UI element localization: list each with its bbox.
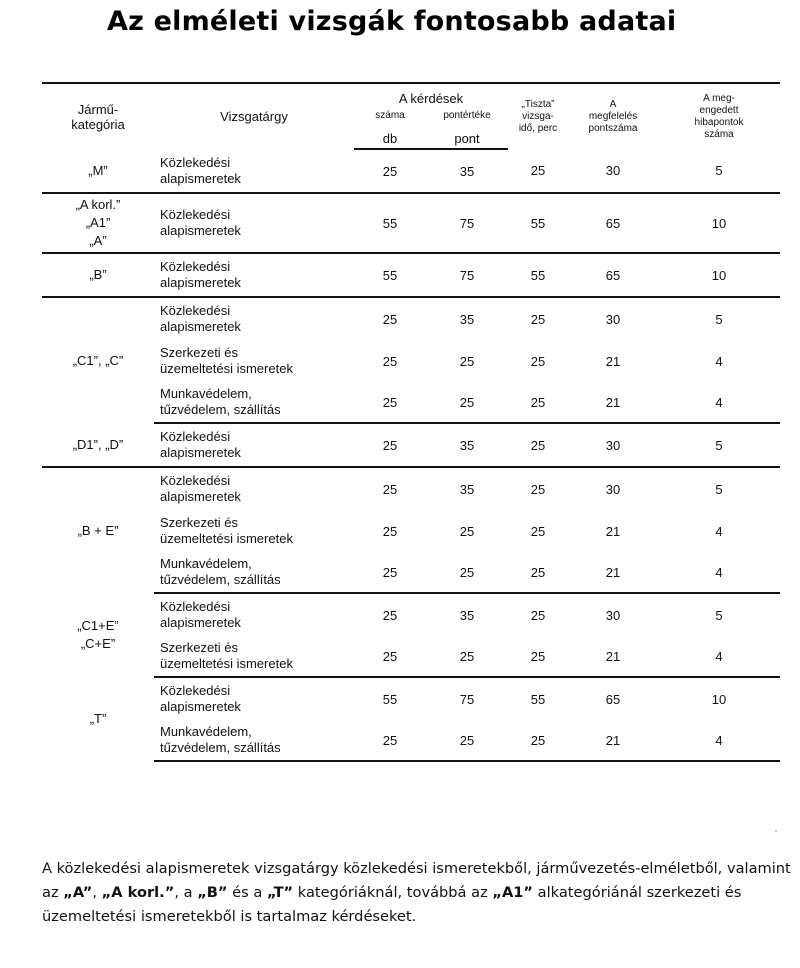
footnote-paragraph: A közlekedési alapismeretek vizsgatárgy közlekedési ismeretekből, járművezetés-elméletből, valamint az „A”, „A korl.”, a „B” és a „T” kategóriáknál, továbbá az „A1” alkategóriánál szerkezeti és üzemeltetési ismeretekből is tartalmaz kérdéseket. — [42, 860, 791, 925]
time-cell: 25 — [530, 311, 546, 327]
points-cell: 25 — [459, 523, 475, 539]
count-cell: 25 — [354, 149, 426, 193]
subject-cell: Közlekedési alapismeretek — [160, 599, 241, 630]
points-cell: 35 — [459, 481, 475, 497]
time-cell: 25 — [508, 382, 568, 423]
exam-data-table — [42, 82, 780, 762]
count-cell: 55 — [354, 193, 426, 253]
subject-cell: Közlekedési alapismeretek — [154, 423, 354, 467]
table-row — [42, 593, 780, 636]
allowed-errors-cell: 4 — [658, 720, 780, 761]
pass-score-cell: 30 — [568, 149, 658, 193]
subject-cell: Közlekedési alapismeretek — [160, 683, 241, 714]
subject-cell: Szerkezeti és üzemeltetési ismeretek — [154, 636, 354, 677]
pass-score-cell: 30 — [605, 607, 621, 623]
points-cell: 75 — [426, 253, 508, 297]
count-cell: 55 — [354, 253, 426, 297]
subject-cell: Szerkezeti és üzemeltetési ismeretek — [160, 515, 293, 546]
pass-score-cell: 30 — [605, 481, 621, 497]
count-cell: 25 — [382, 607, 398, 623]
allowed-errors-cell: 4 — [658, 636, 780, 677]
subject-cell: Közlekedési alapismeretek — [154, 193, 354, 253]
table-row — [42, 677, 780, 720]
time-cell: 55 — [508, 193, 568, 253]
subject-cell: Munkavédelem, tűzvédelem, szállítás — [154, 552, 354, 593]
page-title: Az elméleti vizsgák fontosabb adatai — [107, 6, 677, 37]
time-cell: 25 — [508, 552, 568, 593]
subject-cell: Munkavédelem, tűzvédelem, szállítás — [154, 382, 354, 423]
header-unit-points: pont — [426, 126, 508, 149]
header-count: száma — [375, 110, 405, 121]
category-cell: „A korl.” „A1” „A” — [42, 193, 154, 253]
points-cell: 25 — [426, 636, 508, 677]
time-cell: 55 — [530, 691, 546, 707]
header-category: Jármű- kategória — [42, 83, 154, 149]
points-cell: 35 — [426, 423, 508, 467]
allowed-errors-cell: 5 — [715, 607, 723, 623]
pass-score-cell: 30 — [605, 311, 621, 327]
count-cell: 25 — [382, 353, 398, 369]
allowed-errors-cell: 10 — [658, 193, 780, 253]
subject-cell: Közlekedési alapismeretek — [160, 473, 241, 504]
subject-cell: Közlekedési alapismeretek — [160, 303, 241, 334]
allowed-errors-cell: 5 — [715, 311, 723, 327]
scan-speck — [775, 830, 777, 832]
time-cell: 25 — [508, 636, 568, 677]
header-unit-count: db — [354, 126, 426, 149]
subject-cell: Szerkezeti és üzemeltetési ismeretek — [160, 345, 293, 376]
category-cell: „C1+E” „C+E” — [77, 618, 119, 651]
time-cell: 25 — [508, 720, 568, 761]
subject-cell: Közlekedési alapismeretek — [154, 149, 354, 193]
points-cell: 25 — [426, 382, 508, 423]
allowed-errors-cell: 4 — [658, 382, 780, 423]
pass-score-cell: 21 — [568, 636, 658, 677]
time-cell: 25 — [530, 607, 546, 623]
points-cell: 25 — [459, 353, 475, 369]
allowed-errors-cell: 5 — [658, 423, 780, 467]
allowed-errors-cell: 5 — [715, 481, 723, 497]
pass-score-cell: 21 — [568, 382, 658, 423]
pass-score-cell: 21 — [568, 552, 658, 593]
points-cell: 25 — [426, 720, 508, 761]
points-cell: 25 — [426, 552, 508, 593]
category-cell: „T” — [89, 711, 107, 726]
category-cell: „B + E” — [77, 522, 119, 538]
subject-cell: Munkavédelem, tűzvédelem, szállítás — [154, 720, 354, 761]
table-row — [42, 423, 780, 467]
count-cell: 25 — [354, 636, 426, 677]
count-cell: 25 — [354, 382, 426, 423]
count-cell: 25 — [354, 720, 426, 761]
time-cell: 25 — [508, 423, 568, 467]
category-cell: „M” — [42, 149, 154, 193]
time-cell: 25 — [530, 481, 546, 497]
time-cell: 55 — [508, 253, 568, 297]
pass-score-cell: 30 — [568, 423, 658, 467]
allowed-errors-cell: 4 — [715, 353, 723, 369]
points-cell: 75 — [459, 691, 475, 707]
table-row — [42, 149, 780, 193]
header-points: pontértéke — [443, 110, 491, 121]
time-cell: 25 — [530, 353, 546, 369]
table-body — [42, 149, 780, 761]
header-time: „Tiszta” vizsga- idő, perc — [508, 83, 568, 149]
header-allowed-errors: A meg- engedett hibapontok száma — [658, 83, 780, 149]
table-row — [42, 253, 780, 297]
header-questions-group: A kérdések — [354, 83, 508, 106]
pass-score-cell: 65 — [568, 253, 658, 297]
count-cell: 25 — [382, 523, 398, 539]
table-row — [42, 297, 780, 340]
allowed-errors-cell: 4 — [658, 552, 780, 593]
header-subject: Vizsgatárgy — [154, 83, 354, 149]
subject-cell: Közlekedési alapismeretek — [154, 253, 354, 297]
points-cell: 35 — [459, 311, 475, 327]
count-cell: 55 — [382, 691, 398, 707]
category-cell: „C1”, „C” — [72, 352, 124, 368]
points-cell: 35 — [426, 149, 508, 193]
category-cell: „B” — [42, 253, 154, 297]
pass-score-cell: 21 — [605, 353, 621, 369]
exam-data-table-container — [42, 82, 780, 762]
points-cell: 35 — [459, 607, 475, 623]
pass-score-cell: 21 — [568, 720, 658, 761]
allowed-errors-cell: 10 — [658, 253, 780, 297]
count-cell: 25 — [382, 481, 398, 497]
count-cell: 25 — [354, 552, 426, 593]
count-cell: 25 — [382, 311, 398, 327]
header-pass-score: A megfelelés pontszáma — [568, 83, 658, 149]
category-cell: „D1”, „D” — [42, 423, 154, 467]
allowed-errors-cell: 4 — [715, 523, 723, 539]
table-header — [42, 83, 780, 149]
pass-score-cell: 65 — [605, 691, 621, 707]
points-cell: 75 — [426, 193, 508, 253]
allowed-errors-cell: 5 — [658, 149, 780, 193]
time-cell: 25 — [508, 149, 568, 193]
pass-score-cell: 65 — [568, 193, 658, 253]
time-cell: 25 — [530, 523, 546, 539]
count-cell: 25 — [354, 423, 426, 467]
table-row — [42, 467, 780, 510]
allowed-errors-cell: 10 — [711, 691, 727, 707]
pass-score-cell: 21 — [605, 523, 621, 539]
table-row — [42, 193, 780, 253]
